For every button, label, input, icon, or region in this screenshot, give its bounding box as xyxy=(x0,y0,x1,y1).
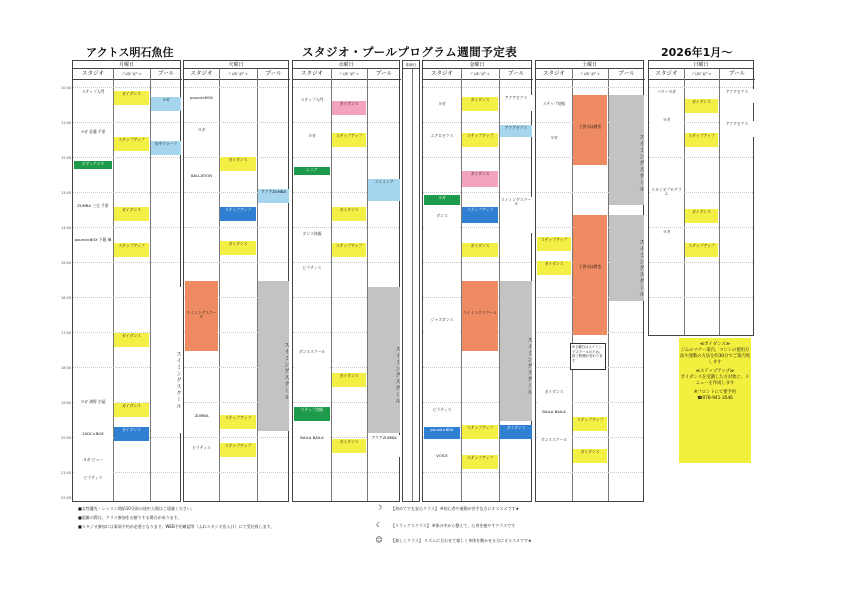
program-block[interactable]: ピラティス xyxy=(294,265,330,283)
program-block[interactable]: pound×BOX xyxy=(185,95,218,109)
time-label: 18:00 xyxy=(61,366,72,370)
page-title: スタジオ・プールプログラム週間予定表 xyxy=(302,45,518,59)
program-block[interactable]: ステップアップ xyxy=(220,207,256,221)
column-pool: プール xyxy=(499,69,533,80)
column-mini: ｿﾞﾑｽﾀｼﾞｵ/ﾌﾟｰﾙ xyxy=(113,69,150,80)
program-block[interactable]: スイミングスクール xyxy=(368,287,400,433)
program-block[interactable]: ステップアップ xyxy=(114,243,149,257)
column-pool: プール xyxy=(150,69,182,80)
program-block[interactable]: アクアビクス xyxy=(500,95,532,111)
wednesday-table xyxy=(292,60,400,502)
program-block[interactable]: ステップアップ xyxy=(220,443,256,457)
program-block[interactable]: ピラティス xyxy=(424,407,460,427)
program-block[interactable]: ガイダンス xyxy=(114,427,149,441)
program-block[interactable]: アクアビクス xyxy=(720,89,754,103)
program-block[interactable]: シニア xyxy=(294,167,330,175)
friday-table xyxy=(422,60,532,502)
program-block[interactable]: ヨガ xyxy=(294,133,330,153)
closed-day-table xyxy=(402,60,420,502)
legend-item: 【リラックスクラス】 ※体の中から整えて、心身を癒やすクラスです xyxy=(391,523,516,528)
guidance-title: ≪ガイダンス≫ xyxy=(699,342,731,347)
tuesday-table xyxy=(183,60,289,502)
program-block[interactable]: エアロビクス xyxy=(424,133,460,153)
crescent-icon: ☾ xyxy=(375,521,383,529)
program-block[interactable]: ステップアップ xyxy=(462,207,498,223)
guidance-text: ジムのマナー案内、マシンの使用方法や運動の方法を約30分でご案内致します xyxy=(680,348,750,365)
time-label: 12:00 xyxy=(61,156,72,160)
program-block[interactable]: アクアビクス xyxy=(500,125,532,137)
store-name: アクトス明石魚住 xyxy=(86,46,174,59)
saturday-table xyxy=(535,60,644,502)
column-pool: プール xyxy=(608,69,645,80)
program-block[interactable]: ピラティス xyxy=(185,445,218,461)
time-label: 16:00 xyxy=(61,296,72,300)
program-block[interactable]: ヨガ xyxy=(537,135,571,153)
program-block[interactable]: スイミングスクール xyxy=(258,281,289,431)
program-block[interactable]: ガイダンス xyxy=(220,157,256,171)
column-mini: ｿﾞﾑｽﾀｼﾞｵ/ﾌﾟｰﾙ xyxy=(572,69,608,80)
program-block[interactable]: ガイダンス xyxy=(332,207,366,221)
program-block[interactable]: ヨガ xyxy=(151,97,181,111)
day-header: 金曜日 xyxy=(423,61,531,69)
time-label: 15:00 xyxy=(61,261,72,265)
program-block[interactable]: アクアZUMBA xyxy=(258,189,289,203)
footnote: ■スタジオ参加には事前予約が必要となります。WEB予約確認等（ふれスタジオ出入口）にて受付致します。 xyxy=(78,524,275,529)
day-header: 休館日 xyxy=(403,61,419,69)
program-block[interactable]: スイミングスクール xyxy=(462,281,498,351)
program-block[interactable]: 子供水泳教室 xyxy=(573,215,607,335)
program-block[interactable]: ステップアップ xyxy=(332,133,366,147)
time-label: 22:00 xyxy=(61,496,72,500)
program-block[interactable]: ガイダンス xyxy=(500,425,532,439)
program-block[interactable]: スイミングスクール xyxy=(500,197,532,233)
program-block[interactable]: ガイダンス xyxy=(332,373,366,387)
program-block[interactable]: アクアZUMBA xyxy=(368,435,400,457)
column-mini: ｿﾞﾑｽﾀｼﾞｵ/ﾌﾟｰﾙ xyxy=(331,69,367,80)
program-block[interactable]: ステップアップ xyxy=(114,137,149,151)
program-block[interactable]: ガイダンス xyxy=(537,389,571,403)
program-block[interactable]: 20DC×BOX xyxy=(74,431,112,447)
program-block[interactable]: ガイダンス xyxy=(114,91,149,105)
time-label: 17:00 xyxy=(61,331,72,335)
program-block[interactable]: スイミングスクール xyxy=(151,287,181,433)
time-label: 20:00 xyxy=(61,436,72,440)
program-block[interactable]: 水中ウォーク xyxy=(151,141,181,155)
column-pool: プール xyxy=(719,69,755,80)
program-block[interactable]: ステップアップ xyxy=(220,415,256,429)
program-block[interactable]: ステップアップ xyxy=(462,455,498,469)
program-block[interactable]: ガイダンス xyxy=(685,99,718,113)
time-label: 19:00 xyxy=(61,401,72,405)
program-block[interactable]: ステップアップ xyxy=(462,133,498,147)
program-block[interactable]: pound×BOX xyxy=(424,427,460,439)
program-block[interactable]: ステップアップ xyxy=(573,417,607,431)
program-block[interactable]: ガイダンス xyxy=(332,101,366,115)
reservation-note: ※フロントにて要予約 xyxy=(693,390,737,395)
program-block[interactable]: VOICE xyxy=(424,453,460,469)
column-pool: プール xyxy=(257,69,290,80)
program-block[interactable]: ガイダンス xyxy=(462,171,498,187)
time-label: 11:00 xyxy=(61,121,72,125)
program-block[interactable]: BAILA BAILA xyxy=(537,409,571,425)
program-block[interactable]: スイミングスクール xyxy=(609,215,644,301)
program-block[interactable]: ステップ初級 xyxy=(537,101,571,117)
program-block[interactable]: ダンス xyxy=(424,213,460,233)
program-block[interactable]: ZUMBA 三宅 千景 xyxy=(74,203,112,221)
schedule-month: 2026年1月～ xyxy=(661,46,733,59)
program-block[interactable]: ダンス体操 xyxy=(294,231,330,249)
program-block[interactable]: ヨガ ピュー xyxy=(74,457,112,475)
program-block[interactable]: ステップアップ xyxy=(685,243,718,257)
program-block[interactable]: スイミングスクール xyxy=(500,281,532,421)
program-block[interactable]: ピラティス xyxy=(74,475,112,491)
program-block[interactable]: ヨガ xyxy=(424,101,460,119)
column-studio: スタジオ xyxy=(184,69,219,80)
column-mini: ｿﾞﾑｽﾀｼﾞｵ/ﾌﾟｰﾙ xyxy=(461,69,499,80)
footnote: ■混雑の際は、クラス参加をお断りする場合があります。 xyxy=(78,515,182,520)
column-studio: スタジオ xyxy=(649,69,684,80)
program-block[interactable]: ヨガ xyxy=(424,195,460,205)
program-block[interactable]: ステップ入門 xyxy=(74,89,112,109)
program-block[interactable]: ガイダンス xyxy=(114,207,149,221)
program-block[interactable]: ステップアップ xyxy=(462,425,498,439)
program-block[interactable]: ガイダンス xyxy=(462,243,498,257)
program-block[interactable]: ヨガ 澤野 宗晶 xyxy=(74,399,112,417)
column-pool: プール xyxy=(367,69,401,80)
program-block[interactable]: ボディアスタ xyxy=(74,161,112,169)
program-block[interactable]: スタジオプログラム xyxy=(650,187,683,219)
guidance-info-box xyxy=(679,338,751,463)
program-block[interactable]: BAILA BAILA xyxy=(294,435,330,453)
program-block[interactable]: ガイダンス xyxy=(332,439,366,453)
monday-table xyxy=(72,60,181,502)
program-block[interactable]: スイミング xyxy=(368,179,400,201)
program-block[interactable]: スイミングスクール xyxy=(185,281,218,351)
column-studio: スタジオ xyxy=(536,69,572,80)
program-block[interactable]: ステップ入門 xyxy=(294,97,330,119)
stepup-text: ガイダンスを受講した方対象に、メニューを作成します xyxy=(680,375,750,386)
program-block[interactable]: ガイダンス xyxy=(114,403,149,417)
moon-icon: ☽ xyxy=(375,504,383,512)
program-block[interactable]: アクアビクス xyxy=(720,121,754,137)
sunday-table xyxy=(648,60,754,336)
stepup-title: ≪ステップアップ≫ xyxy=(695,369,735,374)
program-block[interactable]: パワーヨガ xyxy=(650,89,683,107)
program-block[interactable]: ダンススクール xyxy=(537,437,571,455)
column-studio: スタジオ xyxy=(293,69,331,80)
program-block[interactable]: pound×BOX 下藤 麻 xyxy=(74,237,112,255)
column-studio: スタジオ xyxy=(423,69,461,80)
day-header: 月曜日 xyxy=(73,61,180,69)
program-block[interactable]: スイミングスクール xyxy=(609,95,644,205)
program-block[interactable]: ZUMBA xyxy=(185,413,218,429)
column-mini: ｿﾞﾑｽﾀｼﾞｵ/ﾌﾟｰﾙ xyxy=(684,69,719,80)
program-block[interactable]: ガイダンス xyxy=(462,97,498,111)
program-block[interactable]: ガイダンス xyxy=(220,241,256,255)
program-block[interactable]: ガイダンス xyxy=(114,333,149,347)
time-label: 10:00 xyxy=(61,86,72,90)
program-block[interactable]: ガイダンス xyxy=(685,209,718,223)
program-block[interactable]: ジャズダンス xyxy=(424,317,460,343)
time-label: 14:00 xyxy=(61,226,72,230)
footnote: ■女性優先・レッスン開始10分前の途中入場はご遠慮ください。 xyxy=(78,506,195,511)
day-header: 水曜日 xyxy=(293,61,399,69)
program-block[interactable]: ヨガ xyxy=(650,229,683,247)
column-studio: スタジオ xyxy=(73,69,113,80)
program-block[interactable]: 子供水泳教室 xyxy=(573,95,607,165)
time-label: 13:00 xyxy=(61,191,72,195)
program-block[interactable]: BALLATION xyxy=(185,173,218,187)
program-block[interactable]: ヨガ 佐藤 千景 xyxy=(74,129,112,151)
pool-note-callout: ※土曜日はスイミングスクールのため、終了時間が変わります xyxy=(570,343,606,370)
phone-number[interactable]: ☎078-941-3546 xyxy=(697,396,733,401)
program-block[interactable]: ステップアップ xyxy=(537,237,571,251)
day-header: 土曜日 xyxy=(536,61,643,69)
smiley-icon: ☺ xyxy=(375,536,383,544)
column-mini: ｿﾞﾑｽﾀｼﾞｵ/ﾌﾟｰﾙ xyxy=(219,69,257,80)
program-block[interactable]: ステップアップ xyxy=(685,133,718,147)
day-header: 火曜日 xyxy=(184,61,288,69)
legend-item: 【楽しくクラス】 リズムに合わせて楽しく身体を動かせる方にオススメです★ xyxy=(391,538,532,543)
program-block[interactable]: ヨガ xyxy=(650,117,683,133)
time-label: 21:00 xyxy=(61,471,72,475)
day-header: 日曜日 xyxy=(649,61,753,69)
program-block[interactable]: ダンススクール xyxy=(294,349,330,377)
program-block[interactable]: ステップアップ xyxy=(332,243,366,257)
program-block[interactable]: ヨガ xyxy=(185,127,218,145)
program-block[interactable]: ガイダンス xyxy=(537,261,571,275)
program-block[interactable]: ガイダンス xyxy=(573,449,607,463)
program-block[interactable]: ステップ初級 xyxy=(294,407,330,421)
legend-item: 【初めてでも安心クラス】 ※初心者や運動が苦手な方にオススメです★ xyxy=(391,506,520,511)
